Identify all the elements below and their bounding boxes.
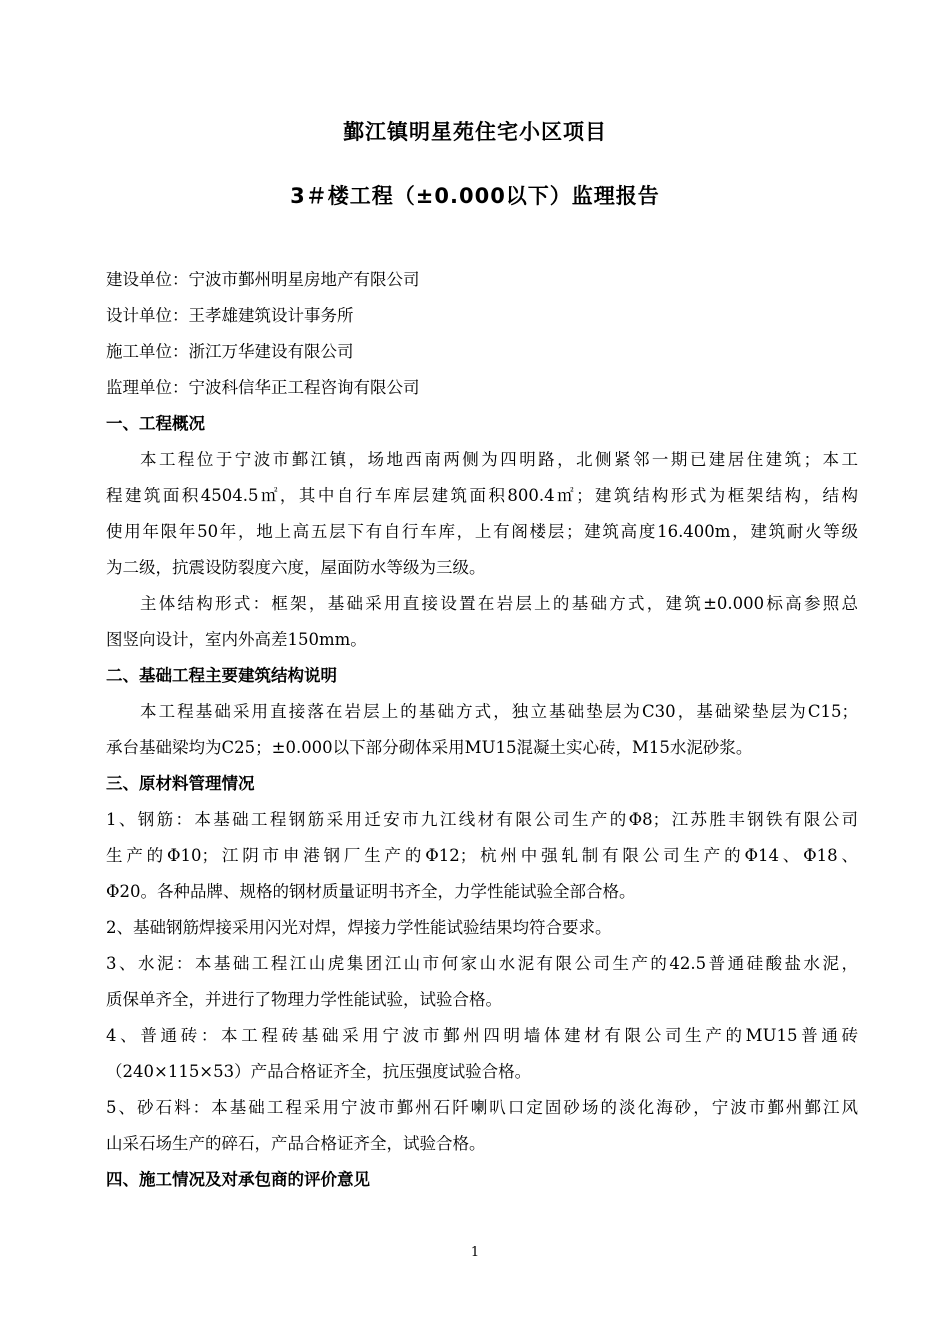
section3-item1-line3: Φ20。各种品牌、规格的钢材质量证明书齐全，力学性能试验全部合格。 [106, 882, 636, 901]
design-unit: 设计单位：王孝雄建筑设计事务所 [106, 306, 354, 325]
section1-p1-line4: 为二级，抗震设防裂度六度，屋面防水等级为三级。 [106, 558, 486, 577]
section1-p2-line1: 主体结构形式：框架，基础采用直接设置在岩层上的基础方式，建筑±0.000标高参照总 [140, 594, 858, 613]
section3-item1-line2: 生产的Φ10；江阴市申港钢厂生产的Φ12；杭州中强轧制有限公司生产的Φ14、Φ18、 [106, 846, 858, 865]
section1-p1-line2: 程建筑面积4504.5㎡，其中自行车库层建筑面积800.4㎡；建筑结构形式为框架结构，结构 [106, 486, 858, 505]
section3-item2: 2、基础钢筋焊接采用闪光对焊，焊接力学性能试验结果均符合要求。 [106, 918, 612, 937]
page-number: 1 [470, 1245, 480, 1260]
section2-p1-line2: 承台基础梁均为C25；±0.000以下部分砌体采用MU15混凝土实心砖，M15水泥砂浆。 [106, 738, 753, 757]
section3-item5-line2: 山采石场生产的碎石，产品合格证齐全，试验合格。 [106, 1134, 486, 1153]
report-title-line1: 鄞江镇明星苑住宅小区项目 [343, 120, 607, 144]
builder-unit: 施工单位：浙江万华建设有限公司 [106, 342, 354, 361]
section3-item3-line1: 3、水泥：本基础工程江山虎集团江山市何家山水泥有限公司生产的42.5普通硅酸盐水泥， [106, 954, 858, 973]
section2-heading: 二、基础工程主要建筑结构说明 [106, 666, 337, 685]
section4-heading: 四、施工情况及对承包商的评价意见 [106, 1170, 370, 1189]
section3-heading: 三、原材料管理情况 [106, 774, 255, 793]
section3-item4-line2: （240×115×53）产品合格证齐全，抗压强度试验合格。 [106, 1062, 532, 1081]
section3-item1-line1: 1、钢筋：本基础工程钢筋采用迁安市九江线材有限公司生产的Φ8；江苏胜丰钢铁有限公司 [106, 810, 858, 829]
report-body [106, 262, 858, 1198]
section1-p1-line1: 本工程位于宁波市鄞江镇，场地西南两侧为四明路，北侧紧邻一期已建居住建筑；本工 [140, 450, 858, 469]
section1-p1-line3: 使用年限年50年，地上高五层下有自行车库，上有阁楼层；建筑高度16.400m，建筑耐火等级 [106, 522, 858, 541]
section1-heading: 一、工程概况 [106, 414, 205, 433]
report-title-line2: 3＃楼工程（±0.000以下）监理报告 [290, 184, 660, 208]
section1-p2-line2: 图竖向设计，室内外高差150mm。 [106, 630, 367, 649]
section3-item4-line1: 4、普通砖：本工程砖基础采用宁波市鄞州四明墙体建材有限公司生产的MU15普通砖 [106, 1026, 858, 1045]
section3-item5-line1: 5、砂石料：本基础工程采用宁波市鄞州石阡喇叭口定固砂场的淡化海砂，宁波市鄞州鄞江风 [106, 1098, 858, 1117]
supervisor-unit: 监理单位：宁波科信华正工程咨询有限公司 [106, 378, 420, 397]
construction-unit: 建设单位：宁波市鄞州明星房地产有限公司 [106, 270, 420, 289]
section3-item3-line2: 质保单齐全，并进行了物理力学性能试验，试验合格。 [106, 990, 502, 1009]
section2-p1-line1: 本工程基础采用直接落在岩层上的基础方式，独立基础垫层为C30，基础梁垫层为C15； [140, 702, 858, 721]
